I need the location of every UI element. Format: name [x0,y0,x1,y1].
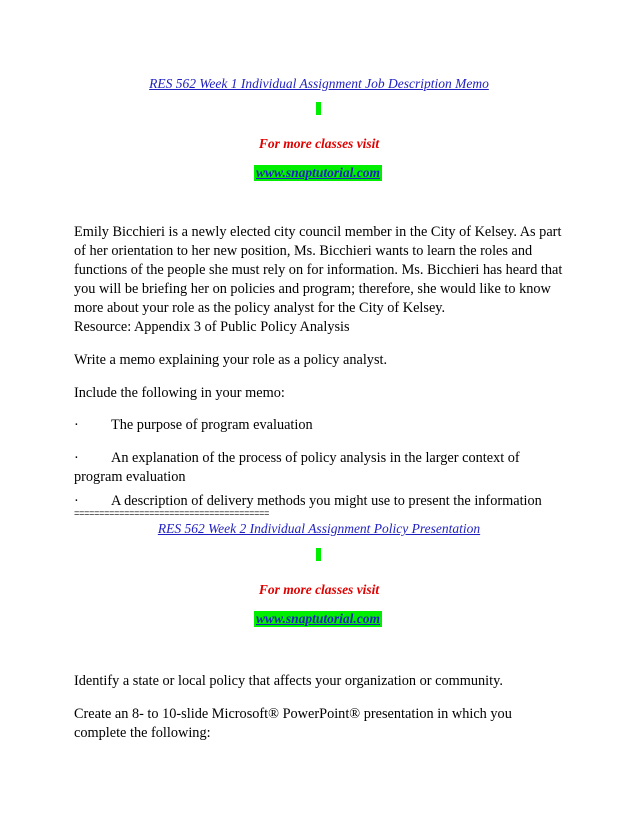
section1-resource-line: Resource: Appendix 3 of Public Policy Analysis [74,319,350,335]
section1-url-link[interactable]: www.snaptutorial.com [256,165,381,180]
section1-include-line: Include the following in your memo: [74,385,285,401]
bullet-text: The purpose of program evaluation [111,417,313,433]
section1-bullet-item [74,416,566,435]
section2-identify-line: Identify a state or local policy that affects your organization or community. [74,673,503,689]
bullet-text: A description of delivery methods you might use to present the information [111,493,542,509]
bullet-symbol: · [74,493,79,509]
divider-line: ======================================= [74,509,270,519]
bullet-symbol: · [74,417,79,433]
section1-title-link[interactable]: RES 562 Week 1 Individual Assignment Job Description Memo [149,76,489,91]
section2-highlight-marker [316,548,321,561]
section1-instruction-line: Write a memo explaining your role as a policy analyst. [74,352,388,368]
section1-bullet-item [74,449,566,487]
section1-visit-text: For more classes visit [258,136,380,151]
section2-url-link[interactable]: www.snaptutorial.com [256,611,381,626]
bullet-symbol: · [74,450,79,466]
section1-intro-paragraph: Emily Bicchieri is a newly elected city council member in the City of Kelsey. As part of her orientation to her new position, Ms. Bicchieri wants to learn the roles and functions of the people she must rely on for information. Ms. Bicchieri has heard that you will be briefing her on policies and program; therefore, she would like to know more about your role as the policy analyst for the City of Kelsey. [74,224,563,316]
section2-create-paragraph: Create an 8- to 10-slide Microsoft® PowerPoint® presentation in which you complete the following: [74,706,512,741]
section2-title-link[interactable]: RES 562 Week 2 Individual Assignment Policy Presentation [157,521,481,536]
bullet-text: An explanation of the process of policy analysis in the larger context of program evaluation [74,450,520,485]
section2-visit-text: For more classes visit [258,582,380,597]
section1-highlight-marker [316,102,321,115]
